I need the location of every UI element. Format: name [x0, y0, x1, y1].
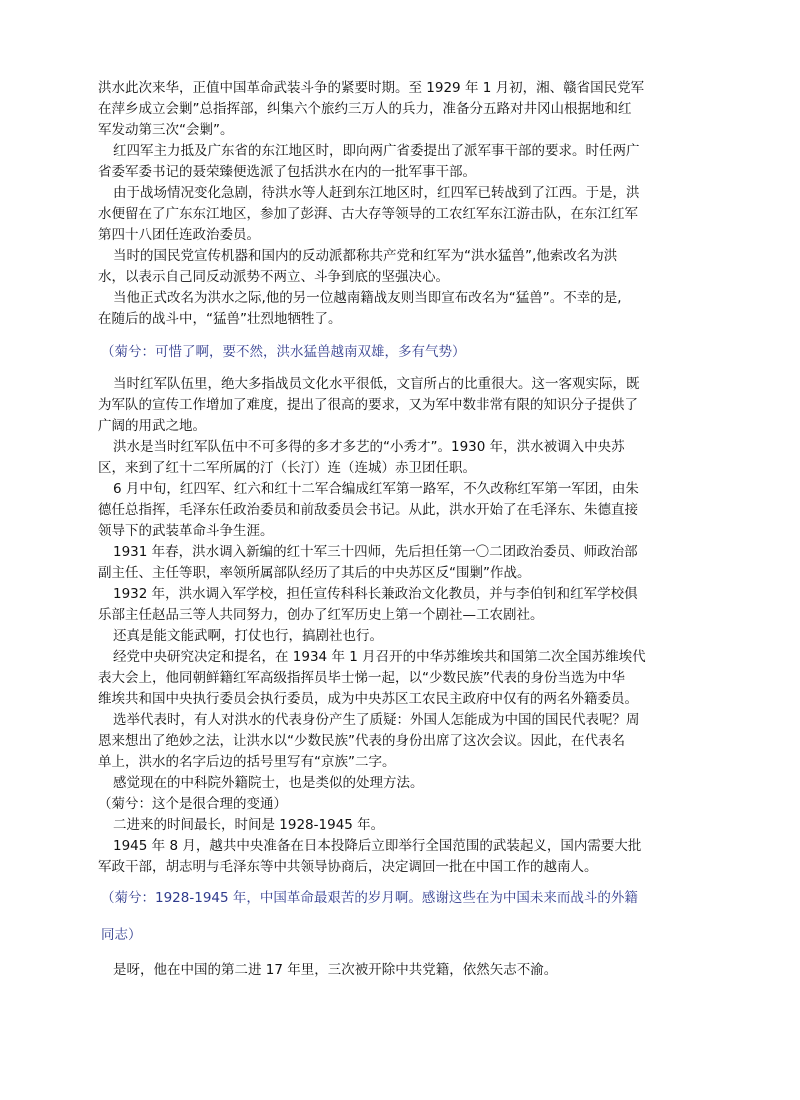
paragraph-line: 单上，洪水的名字后边的括号里写有“京族”二字。	[98, 754, 396, 770]
paragraph-line: 当时红军队伍里，绝大多指战员文化水平很低，文盲所占的比重很大。这一客观实际，既	[113, 376, 640, 392]
paragraph-line: 由于战场情况变化急剧，待洪水等人赶到东江地区时，红四军已转战到了江西。于是，洪	[113, 185, 640, 201]
article-body	[0, 78, 800, 981]
paragraph-line: 是呀，他在中国的第二进 17 年里，三次被开除中共党籍，依然矢志不渝。	[113, 962, 558, 978]
paragraph-line: 省委军委书记的聂荣臻便选派了包括洪水在内的一批军事干部。	[98, 164, 476, 180]
paragraph-line: 区，来到了红十二军所属的汀（长汀）连（连城）赤卫团任职。	[98, 460, 476, 476]
paragraph-line: 1931 年春，洪水调入新编的红十军三十四师，先后担任第一〇二团政治委员、师政治部	[113, 544, 638, 560]
paragraph-line: 广阔的用武之地。	[98, 418, 206, 434]
paragraph-line: 德任总指挥，毛泽东任政治委员和前敌委员会书记。从此，洪水开始了在毛泽东、朱德直接	[98, 502, 638, 518]
paragraph-line: 副主任、主任等职，率领所属部队经历了其后的中央苏区反“围剿”作战。	[98, 565, 531, 581]
reader-comment: （菊兮：可惜了啊，要不然，洪水猛兽越南双雄，多有气势）	[101, 344, 466, 360]
paragraph-line: 6 月中旬，红四军、红六和红十二军合编成红军第一路军，不久改称红军第一军团，由朱	[113, 481, 639, 497]
paragraph-line: 表大会上，他同朝鲜籍红军高级指挥员毕士悌一起，以“少数民族”代表的身份当选为中华	[98, 670, 625, 686]
paragraph-line: 在萍乡成立会剿”总指挥部，纠集六个旅约三万人的兵力，准备分五路对井冈山根据地和红	[98, 101, 632, 117]
paragraph-line: 当他正式改名为洪水之际,他的另一位越南籍战友则当即宣布改名为“猛兽”。不幸的是,	[113, 290, 622, 306]
paragraph-line: 水，以表示自己同反动派势不两立、斗争到底的坚强决心。	[98, 269, 449, 285]
paragraph-line: 军政干部，胡志明与毛泽东等中共领导协商后，决定调回一批在中国工作的越南人。	[98, 859, 598, 875]
paragraph-line: 感觉现在的中科院外籍院士，也是类似的处理方法。	[113, 775, 424, 791]
paragraph-line: 选举代表时，有人对洪水的代表身份产生了质疑：外国人怎能成为中国的国民代表呢？周	[113, 712, 640, 728]
reader-comment: （菊兮：1928-1945 年，中国革命最艰苦的岁月啊。感谢这些在为中国未来而战斗的外籍	[101, 890, 638, 906]
paragraph-line: 为军队的宣传工作增加了难度，提出了很高的要求，又为军中数非常有限的知识分子提供了	[98, 397, 638, 413]
paragraph-line: 维埃共和国中央执行委员会执行委员，成为中央苏区工农民主政府中仅有的两名外籍委员。	[98, 691, 638, 707]
paragraph-line: 洪水此次来华，正值中国革命武装斗争的紧要时期。至 1929 年 1 月初，湘、赣省国民党军	[98, 80, 645, 96]
reader-comment: （菊兮：这个是很合理的变通）	[98, 796, 287, 812]
paragraph-line: 军发动第三次“会剿”。	[98, 122, 234, 138]
paragraph-line: 洪水是当时红军队伍中不可多得的多才多艺的“小秀才”。1930 年，洪水被调入中央苏	[113, 439, 625, 455]
paragraph-line: 乐部主任赵品三等人共同努力，创办了红军历史上第一个剧社—工农剧社。	[98, 607, 544, 623]
paragraph-line: 红四军主力抵及广东省的东江地区时，即向两广省委提出了派军事干部的要求。时任两广	[113, 143, 640, 159]
paragraph-line: 第四十八团任连政治委员。	[98, 227, 260, 243]
paragraph-line: 在随后的战斗中，“猛兽”壮烈地牺牲了。	[98, 311, 342, 327]
paragraph-line: 经党中央研究决定和提名，在 1934 年 1 月召开的中华苏维埃共和国第二次全国苏维埃代	[113, 649, 646, 665]
paragraph-line: 恩来想出了绝妙之法，让洪水以“少数民族”代表的身份出席了这次会议。因此，在代表名	[98, 733, 625, 749]
paragraph-line: 水便留在了广东东江地区，参加了彭湃、古大存等领导的工农红军东江游击队，在东江红军	[98, 206, 638, 222]
paragraph-line: 领导下的武装革命斗争生涯。	[98, 523, 274, 539]
paragraph-line: 当时的国民党宣传机器和国内的反动派都称共产党和红军为“洪水猛兽”,他索改名为洪	[113, 248, 618, 264]
reader-comment: 同志）	[101, 927, 142, 943]
paragraph-line: 1932 年，洪水调入军学校，担任宣传科科长兼政治文化教员，并与李伯钊和红军学校俱	[113, 586, 638, 602]
paragraph-line: 1945 年 8 月，越共中央准备在日本投降后立即举行全国范围的武装起义，国内需要大批	[113, 838, 642, 854]
paragraph-line: 二进来的时间最长，时间是 1928-1945 年。	[113, 817, 385, 833]
paragraph-line: 还真是能文能武啊，打仗也行，搞剧社也行。	[113, 628, 383, 644]
